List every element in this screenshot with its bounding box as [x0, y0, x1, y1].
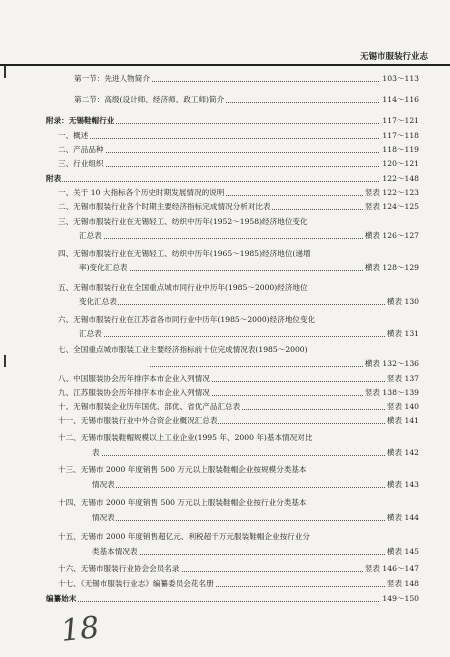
toc-entry-pages: 竖表 137 [385, 372, 419, 386]
toc-entry-title: 一、概述 [58, 129, 89, 143]
toc-entry-title: 十六、无锡市服装行业协会会员名录 [58, 562, 181, 576]
toc-entry-title: 二、产品品种 [58, 143, 105, 157]
toc-entry-pages: 117～118 [380, 129, 419, 143]
toc-entry-title: 率)变化汇总表 [79, 261, 129, 275]
toc-entry [0, 93, 450, 107]
toc-entry-pages: 103～113 [380, 72, 419, 86]
toc-entry-pages: 竖表 146～147 [363, 562, 419, 576]
handwritten-page-number: 18 [59, 610, 101, 649]
toc-entry-title: 附录：无锡鞋帽行业 [46, 114, 115, 128]
toc-entry-pages: 横表 143 [385, 478, 419, 492]
page-header-title: 无锡市服装行业志 [359, 52, 428, 62]
toc-leader-dots [58, 138, 415, 139]
toc-entry [0, 496, 450, 510]
toc-entry-title: 三、无锡市服装行业在无锡轻工、纺织中历年(1952～1958)经济地位变化 [58, 215, 309, 229]
toc-leader-dots [79, 336, 415, 337]
toc-entry-pages: 横表 128～129 [363, 261, 419, 275]
toc-entry-title: 二、无锡市服装行业各个时期主要经济指标完成情况分析对比表 [58, 200, 272, 214]
toc-entry-title: 十四、无锡市 2000 年度销售 500 万元以上服装鞋帽企业按行业分类基本 [58, 496, 308, 510]
toc-entry-title: 五、无锡市服装行业在全国重点城市同行业中历年(1985～2000)经济地位 [58, 281, 309, 295]
toc-entry-pages: 横表 142 [385, 446, 419, 460]
toc-entry-title: 一、关于 10 大指标各个历史时期发展情况的说明 [58, 186, 225, 200]
toc-entry-title: 第二节：高级(设计师、经济师、政工师)简介 [74, 93, 225, 107]
toc-leader-dots [92, 520, 415, 521]
toc-leader-dots [46, 601, 415, 602]
toc-entry [0, 400, 450, 414]
toc-leader-dots [79, 304, 415, 305]
toc-entry [0, 562, 450, 576]
toc-entry-title: 四、无锡市服装行业在无锡轻工、纺织中历年(1965～1985)经济地位(递增 [58, 247, 312, 261]
toc-entry-title: 汇总表 [79, 229, 103, 243]
toc-entry-pages: 横表 144 [385, 511, 419, 525]
toc-entry-title: 七、全国重点城市服装工业主要经济指标前十位完成情况表(1985～2000) [58, 343, 309, 357]
toc-entry-pages: 竖表 122～123 [363, 186, 419, 200]
toc-entry-pages: 横表 130 [385, 295, 419, 309]
toc-leader-dots [46, 181, 415, 182]
toc-entry [0, 215, 450, 229]
toc-entry [0, 114, 450, 128]
toc-entry [0, 511, 450, 525]
toc-entry [0, 261, 450, 275]
toc-entry [0, 229, 450, 243]
toc-entry-title: 汇总表 [79, 327, 103, 341]
toc-entry-pages: 117～121 [380, 114, 419, 128]
toc-leader-dots [92, 554, 415, 555]
toc-entry-pages: 横表 132～136 [363, 357, 419, 371]
toc-entry-title: 情况表 [92, 478, 116, 492]
toc-entry-title: 九、江苏服装协会历年排序本市企业入列情况 [58, 386, 211, 400]
toc-leader-dots [58, 152, 415, 153]
toc-entry [0, 281, 450, 295]
toc-entry [0, 478, 450, 492]
toc-entry-pages: 竖表 138～139 [363, 386, 419, 400]
toc-entry [0, 343, 450, 357]
toc-entry-pages: 横表 126～127 [363, 229, 419, 243]
toc-entry-title: 变化汇总表 [79, 295, 118, 309]
toc-entry [0, 186, 450, 200]
header-rule [0, 64, 450, 66]
toc-entry [0, 592, 450, 606]
toc-entry-title: 第一节：先进人物简介 [74, 72, 151, 86]
toc-entry-title: 十三、无锡市 2000 年度销售 500 万元以上服装鞋帽企业按规模分类基本 [58, 463, 308, 477]
toc-entry [0, 530, 450, 544]
toc-entry-title: 附表 [46, 172, 62, 186]
toc-entry-title: 十七、《无锡市服装行业志》编纂委员会花名册 [58, 577, 215, 591]
toc-leader-dots [58, 166, 415, 167]
toc-entry [0, 386, 450, 400]
toc-entry-pages: 竖表 140 [385, 400, 419, 414]
toc-entry [0, 313, 450, 327]
toc-entry-title: 情况表 [92, 511, 116, 525]
toc-entry [0, 295, 450, 309]
toc-entry [0, 157, 450, 171]
toc-entry [0, 200, 450, 214]
toc-entry-pages: 横表 131 [385, 327, 419, 341]
toc-entry-title: 编纂始末 [46, 592, 77, 606]
toc-entry-pages: 横表 145 [385, 545, 419, 559]
toc-entry-title: 类基本情况表 [92, 545, 139, 559]
toc-entry-pages: 149～150 [380, 592, 419, 606]
toc-leader-dots [92, 455, 415, 456]
toc-leader-dots [92, 487, 415, 488]
toc-entry-pages: 竖表 148 [385, 577, 419, 591]
toc-entry-title: 六、无锡市服装行业在江苏省各市同行业中历年(1985～2000)经济地位变化 [58, 313, 316, 327]
toc-entry [0, 431, 450, 445]
toc-entry-title: 十五、无锡市 2000 年度销售超亿元、利税超千万元服装鞋帽企业按行业分 [58, 530, 311, 544]
toc-entry-title: 八、中国服装协会历年排序本市企业入列情况 [58, 372, 211, 386]
toc-entry [0, 327, 450, 341]
toc-entry [0, 72, 450, 86]
toc-entry-pages: 122～148 [380, 172, 419, 186]
toc-entry-pages: 114～116 [380, 93, 419, 107]
toc-entry [0, 463, 450, 477]
toc-entry [0, 172, 450, 186]
toc-entry-title: 表 [92, 446, 101, 460]
toc-entry-pages: 120～121 [380, 157, 419, 171]
toc-entry [0, 414, 450, 428]
toc-entry-pages: 横表 141 [385, 414, 419, 428]
toc-entry [0, 446, 450, 460]
toc-entry-pages: 竖表 124～125 [363, 200, 419, 214]
toc-entry-pages: 118～119 [380, 143, 419, 157]
toc-entry [0, 129, 450, 143]
toc-entry [0, 545, 450, 559]
toc-entry-title: 十一、无锡市服装行业中外合资企业概况汇总表 [58, 414, 218, 428]
toc-entry [0, 143, 450, 157]
toc-entry [0, 357, 450, 371]
toc-entry [0, 247, 450, 261]
toc-entry-title: 十、无锡市服装企业历年国优、部优、省优产品汇总表 [58, 400, 241, 414]
toc-entry [0, 372, 450, 386]
toc-entry [0, 577, 450, 591]
toc-entry-title: 十二、无锡市服装鞋帽规模以上工业企业(1995 年、2000 年)基本情况对比 [58, 431, 313, 445]
toc-entry-title: 三、行业组织 [58, 157, 105, 171]
